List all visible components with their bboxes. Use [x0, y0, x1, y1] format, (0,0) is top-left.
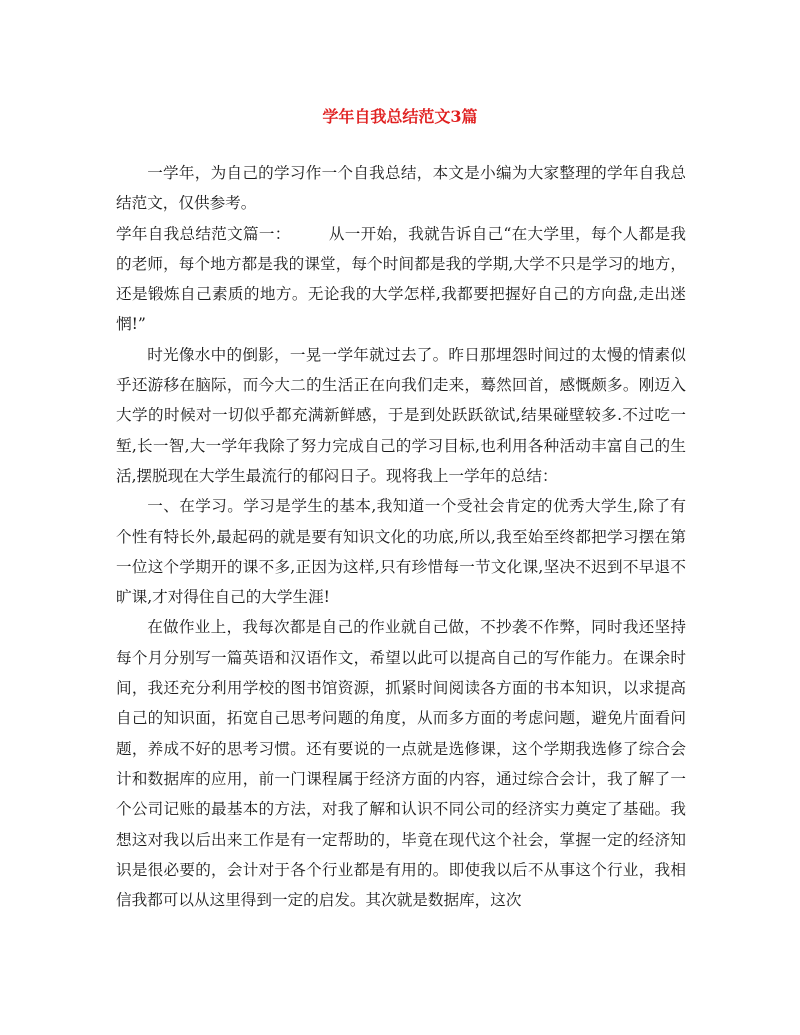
document-body — [116, 158, 686, 915]
time-paragraph: 时光像水中的倒影，一晃一学年就过去了。昨日那埋怨时间过的太慢的情素似乎还游移在脑际，而今大二的生活正在向我们走来，蓦然回首，感慨颇多。刚迈入大学的时候对一切似乎都充满新鲜感，于是到处跃跃欲试,结果碰壁较多.不过吃一堑,长一智,大一学年我除了努力完成自己的学习目标,也利用各种活动丰富自己的生活,摆脱现在大学生最流行的郁闷日子。现将我上一学年的总结： — [116, 345, 686, 485]
study-paragraph: 一、在学习。学习是学生的基本,我知道一个受社会肯定的优秀大学生,除了有个性有特长外,最起码的就是要有知识文化的功底,所以,我至始至终都把学习摆在第一位这个学期开的课不多,正因为这样,只有珍惜每一节文化课,坚决不迟到不早退不旷课,才对得住自己的大学生涯! — [116, 497, 686, 607]
section-paragraph — [116, 219, 686, 340]
section-label: 学年自我总结范文篇一： — [116, 224, 291, 243]
homework-paragraph: 在做作业上，我每次都是自己的作业就自己做，不抄袭不作弊，同时我还坚持每个月分别写一篇英语和汉语作文，希望以此可以提高自己的写作能力。在课余时间，我还充分利用学校的图书馆资源，抓紧时间阅读各方面的书本知识，以求提高自己的知识面，拓宽自己思考问题的角度，从而多方面的考虑问题，避免片面看问题，养成不好的思考习惯。还有要说的一点就是选修课，这个学期我选修了综合会计和数据库的应用，前一门课程属于经济方面的内容，通过综合会计，我了解了一个公司记账的最基本的方法，对我了解和认识不同公司的经济实力奠定了基础。我想这对我以后出来工作是有一定帮助的，毕竟在现代这个社会，掌握一定的经济知识是很必要的，会计对于各个行业都是有用的。即使我以后不从事这个行业，我相信我都可以从这里得到一定的启发。其次就是数据库，这次 — [116, 618, 686, 910]
document-title: 学年自我总结范文3篇 — [322, 107, 478, 126]
intro-paragraph: 一学年，为自己的学习作一个自我总结，本文是小编为大家整理的学年自我总结范文，仅供参考。 — [116, 164, 686, 213]
section-text: 从一开始，我就告诉自己“在大学里，每个人都是我的老师，每个地方都是我的课堂，每个时间都是我的学期,大学不只是学习的地方，还是锻炼自己素质的地方。无论我的大学怎样,我都要把握好自己的方向盘,走出迷惘!” — [116, 224, 686, 334]
